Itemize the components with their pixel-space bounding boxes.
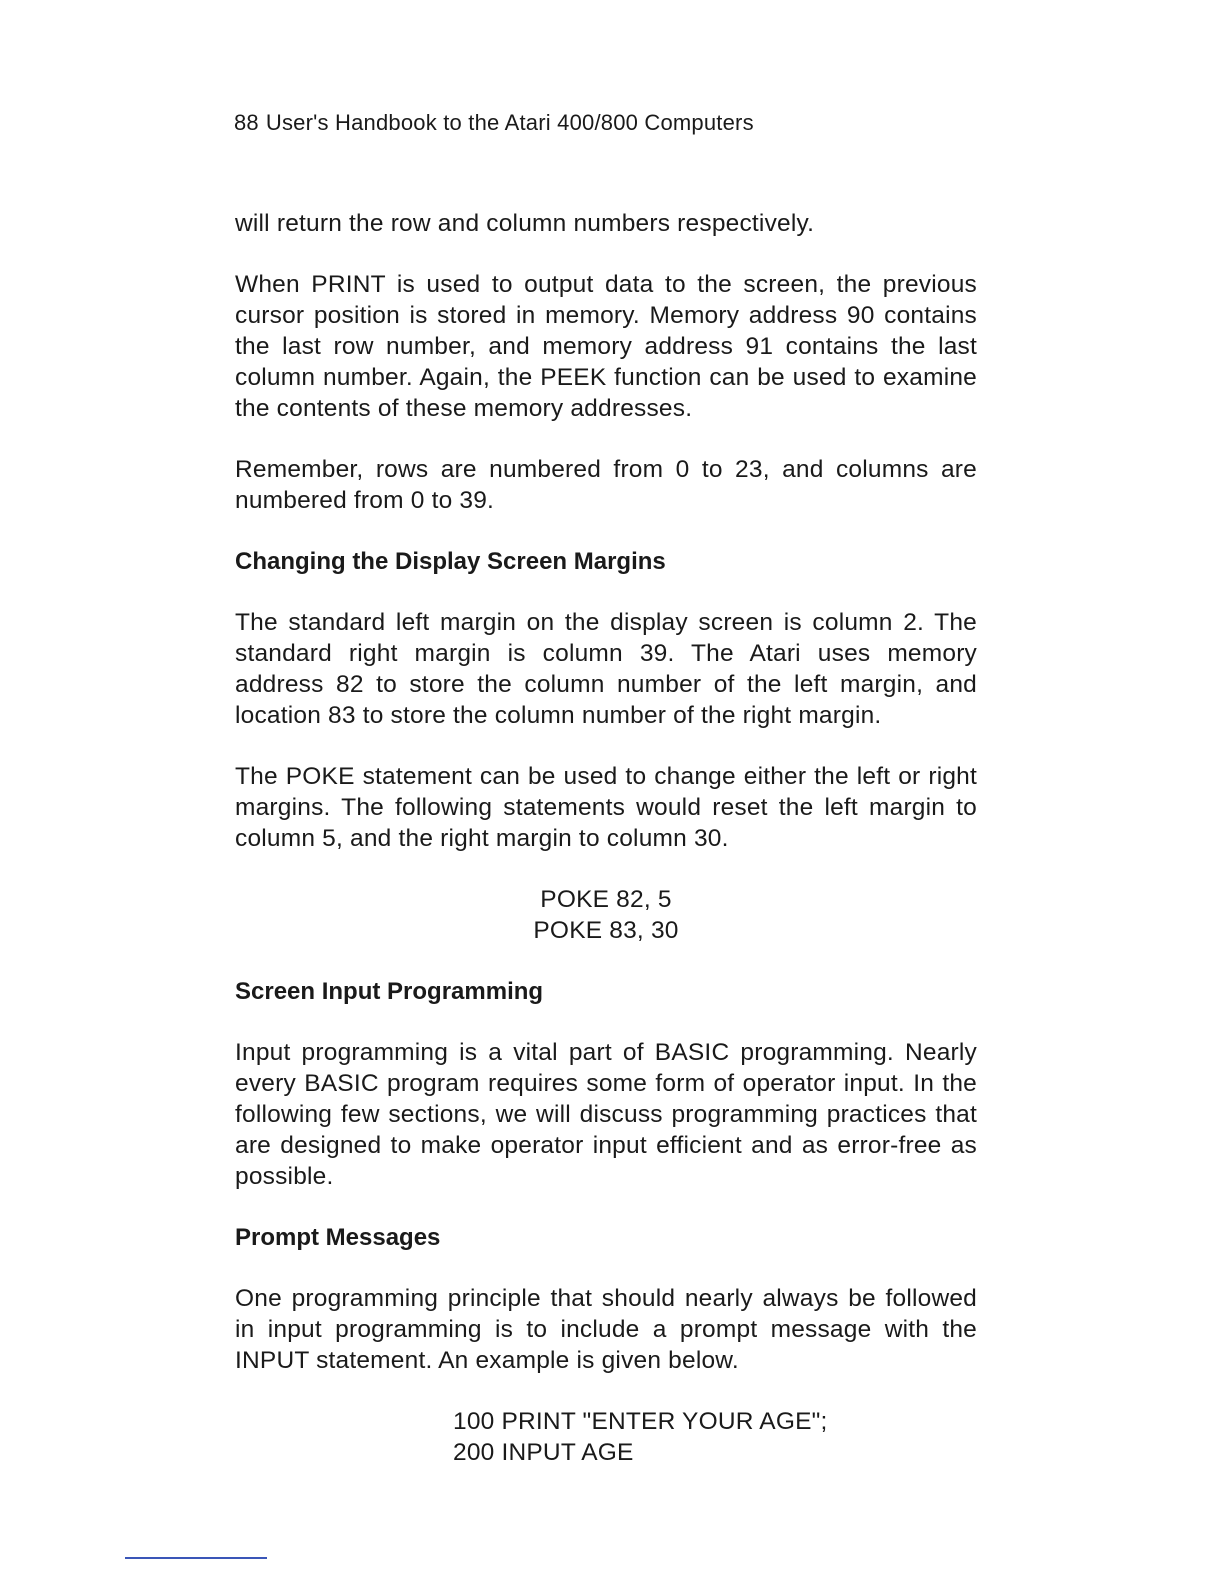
paragraph-row-column-range: Remember, rows are numbered from 0 to 23, and columns are numbered from 0 to 39. xyxy=(235,456,977,514)
code-poke-example xyxy=(235,884,977,946)
code-input-example xyxy=(235,1406,977,1468)
page-number: 88 xyxy=(234,110,259,135)
paragraph-poke-margins: The POKE statement can be used to change either the left or right margins. The following statements would reset the left margin to column 5, and the right margin to column 30. xyxy=(235,763,977,852)
book-title: User's Handbook to the Atari 400/800 Computers xyxy=(265,110,754,135)
paragraph-prompt-principle: One programming principle that should nearly always be followed in input programming is to include a prompt message with the INPUT statement. An example is given below. xyxy=(235,1285,977,1374)
code-line: 200 INPUT AGE xyxy=(453,1439,634,1466)
footnote-rule xyxy=(125,1557,267,1559)
code-line: POKE 82, 5 xyxy=(540,886,672,913)
code-line: POKE 83, 30 xyxy=(533,917,679,944)
running-header xyxy=(234,110,754,136)
heading-screen-input: Screen Input Programming xyxy=(235,978,544,1005)
paragraph-return-values: will return the row and column numbers respectively. xyxy=(235,210,815,237)
code-line: 100 PRINT "ENTER YOUR AGE"; xyxy=(453,1408,828,1435)
paragraph-input-programming: Input programming is a vital part of BASIC programming. Nearly every BASIC program requires some form of operator input. In the following few sections, we will discuss programming practices that are designed to make operator input efficient and as error-free as possible. xyxy=(235,1039,977,1190)
page-body xyxy=(235,208,977,1468)
paragraph-standard-margins: The standard left margin on the display screen is column 2. The standard right margin is column 39. The Atari uses memory address 82 to store the column number of the left margin, and location 83 to store the column number of the right margin. xyxy=(235,609,977,729)
heading-display-margins: Changing the Display Screen Margins xyxy=(235,548,666,575)
paragraph-cursor-memory: When PRINT is used to output data to the screen, the previous cursor position is stored in memory. Memory address 90 contains the last row number, and memory address 91 contains the last column number. Again, the PEEK function can be used to examine the contents of these memory addresses. xyxy=(235,271,977,422)
heading-prompt-messages: Prompt Messages xyxy=(235,1224,441,1251)
